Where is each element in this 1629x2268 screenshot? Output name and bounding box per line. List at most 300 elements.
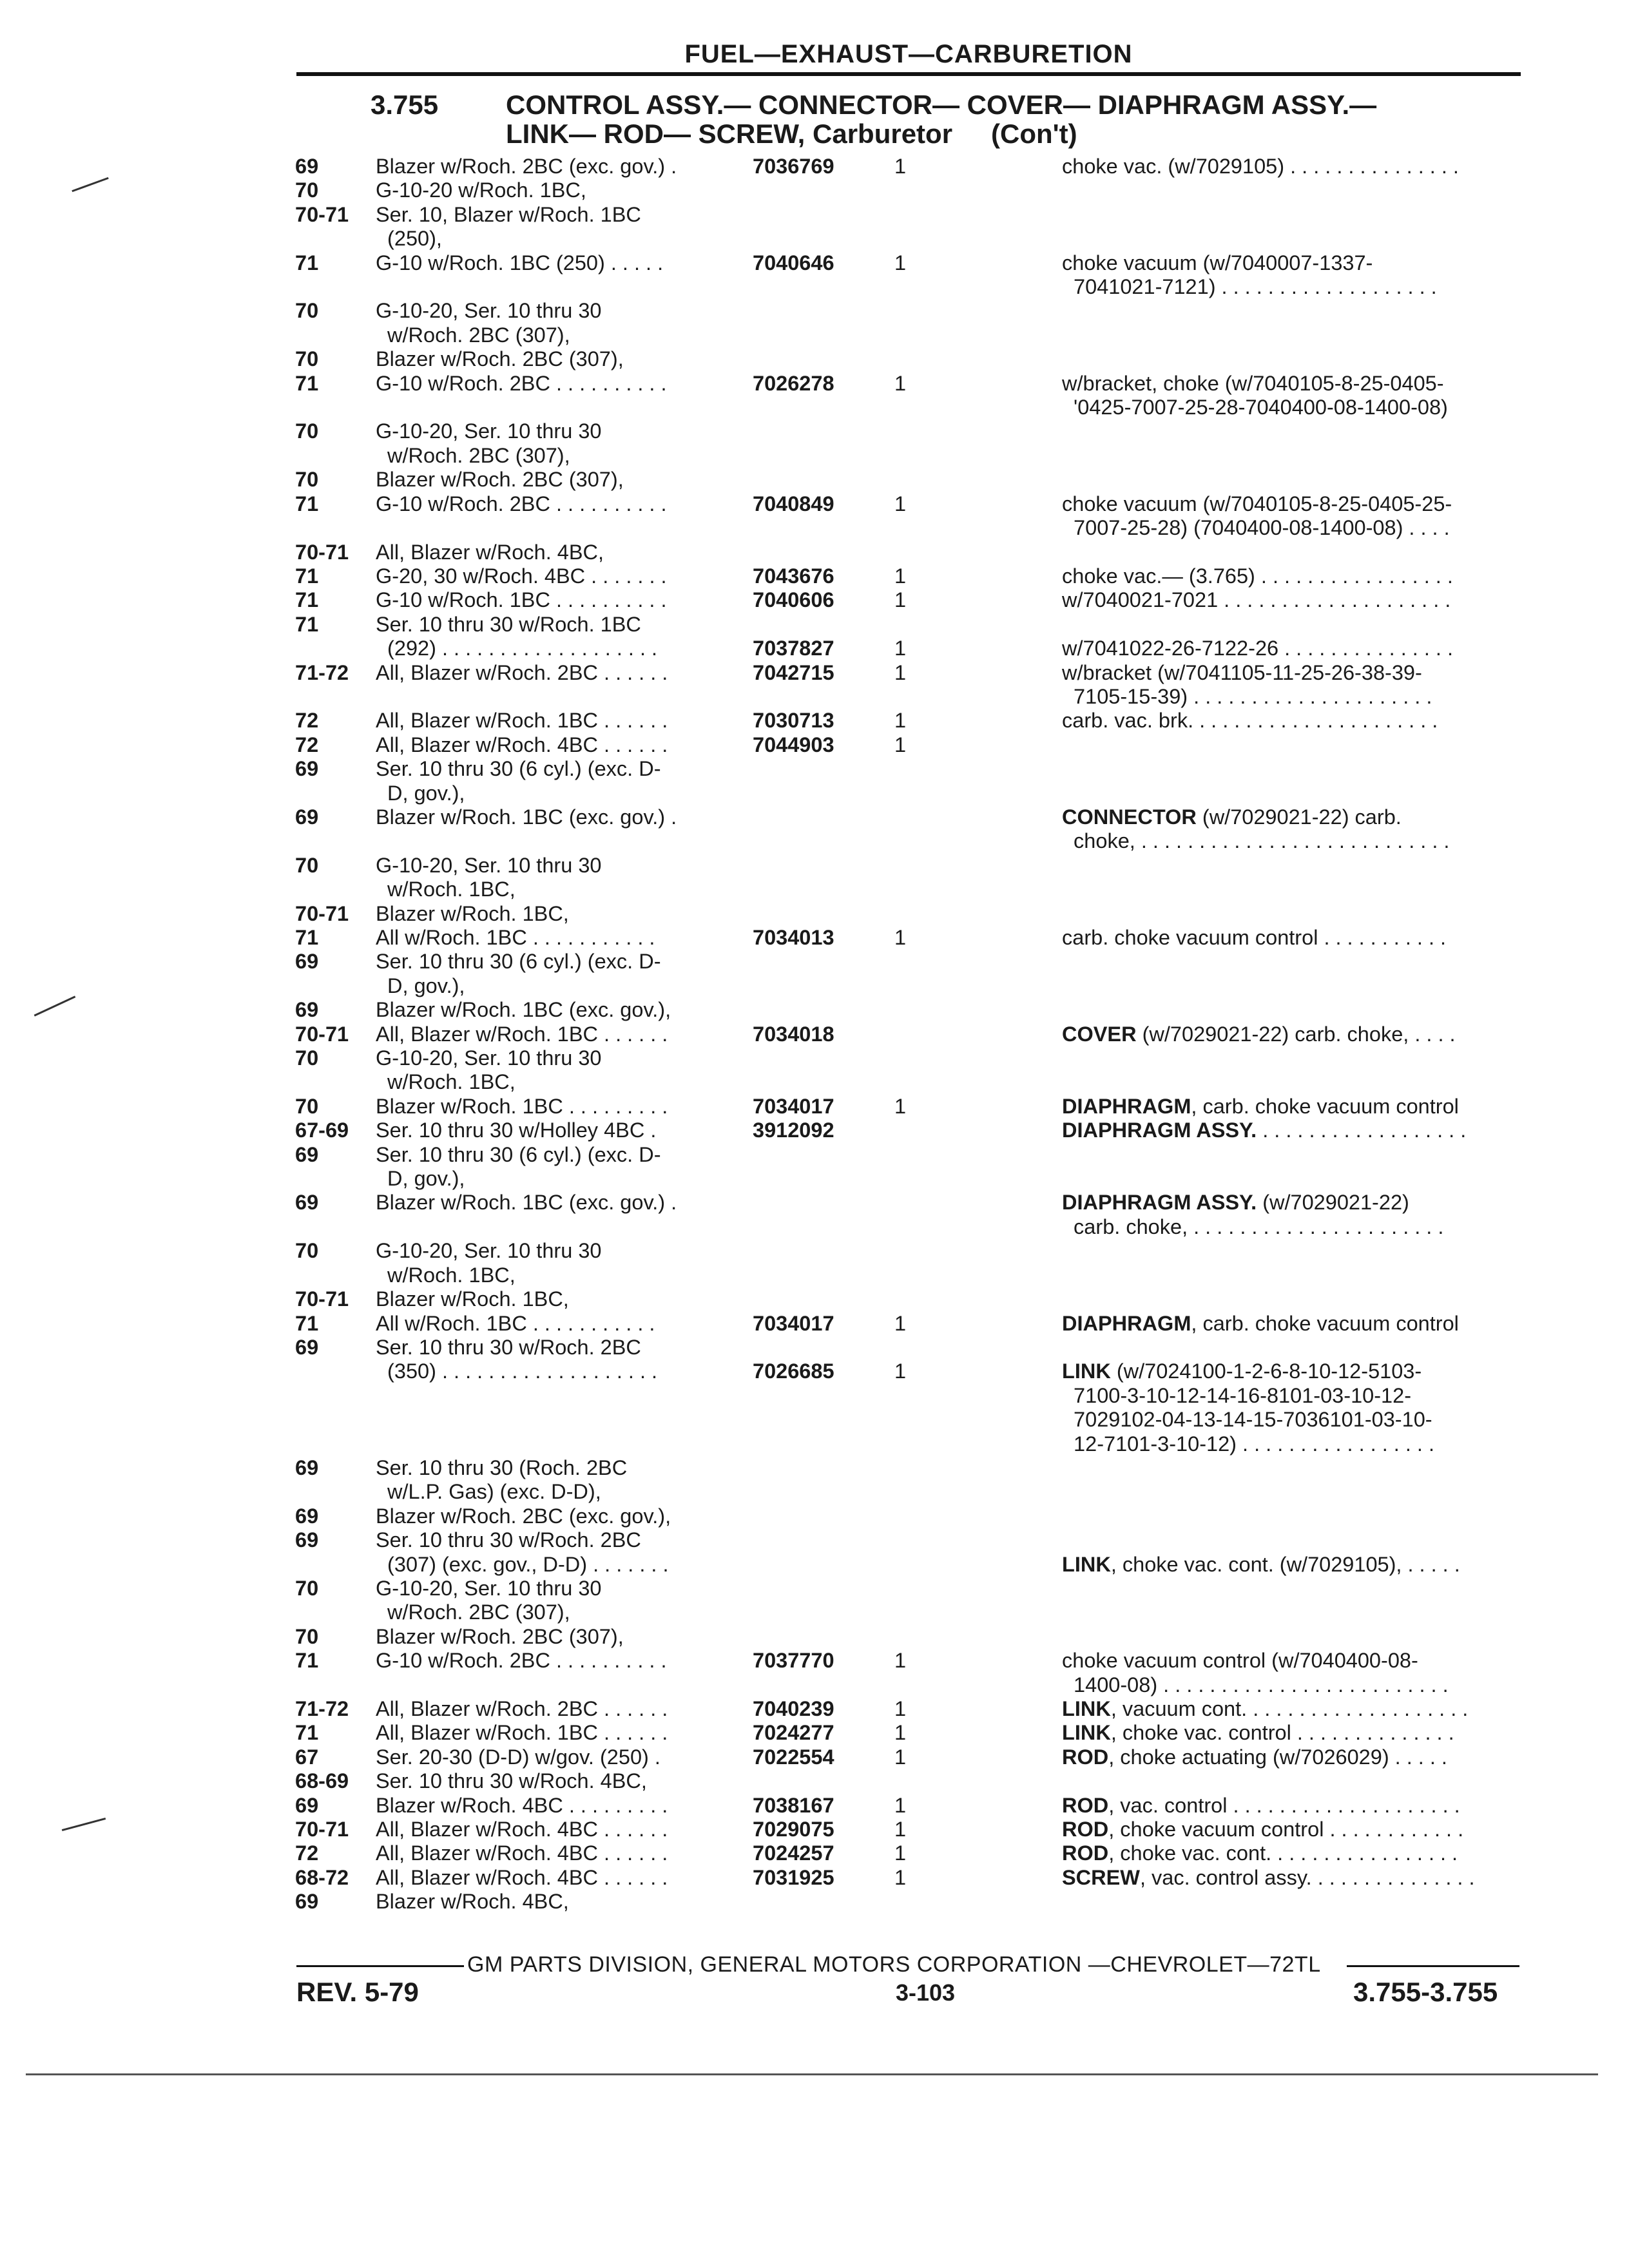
part-number: [753, 805, 894, 829]
part-number: [753, 829, 894, 853]
part-number: [753, 468, 894, 492]
application: Blazer w/Roch. 2BC (307),: [376, 468, 624, 492]
parts-row: [295, 227, 1519, 251]
continued-label: (Con't): [991, 119, 1077, 149]
part-number: 7034013: [753, 926, 834, 949]
part-number: [753, 782, 894, 805]
description: [1062, 1191, 1519, 1215]
parts-row: [295, 1360, 1519, 1383]
model-year: 70: [295, 853, 319, 877]
quantity: [894, 782, 1062, 805]
parts-row: [295, 203, 1519, 227]
model-year: 71: [295, 1649, 319, 1673]
revision-label: REV. 5-79: [296, 1977, 419, 2007]
description-detail: , choke vac. cont. . . . . . . . . . . . . . . . .: [1108, 1841, 1458, 1865]
part-number: [753, 541, 894, 564]
description-part-name: LINK: [1062, 1697, 1111, 1720]
parts-row: [295, 685, 1519, 709]
application: [376, 1384, 753, 1408]
parts-row: [295, 516, 1519, 540]
quantity: [894, 613, 1062, 637]
description: [1062, 1504, 1519, 1528]
parts-row: [295, 1143, 1519, 1167]
application: All, Blazer w/Roch. 4BC . . . . . .: [376, 733, 668, 756]
part-number: 7030713: [753, 709, 834, 733]
application: w/Roch. 1BC,: [376, 878, 516, 901]
application: [376, 396, 753, 419]
part-number: [753, 1553, 894, 1577]
model-year: [295, 637, 376, 660]
application: (292) . . . . . . . . . . . . . . . . . . .: [376, 637, 658, 660]
description: [1062, 1456, 1519, 1480]
part-number: [753, 1577, 894, 1600]
model-year: 71: [295, 251, 319, 274]
quantity: [894, 444, 1062, 468]
parts-row: [295, 661, 1519, 685]
description: [1062, 1841, 1519, 1865]
application: Blazer w/Roch. 2BC (307),: [376, 347, 624, 371]
model-year: 71: [295, 1721, 319, 1745]
application: G-10-20, Ser. 10 thru 30: [376, 1046, 602, 1070]
description-detail: (w/7029021-22): [1257, 1191, 1409, 1215]
part-number: 7034017: [753, 1311, 834, 1335]
description: [1062, 1480, 1519, 1504]
description: [1062, 1600, 1519, 1624]
application: [376, 1408, 753, 1432]
description-part-name: DIAPHRAGM ASSY.: [1062, 1119, 1257, 1142]
model-year: 71: [295, 926, 319, 949]
parts-row: [295, 1649, 1519, 1673]
parts-row: [295, 1841, 1519, 1865]
model-year: 69: [295, 805, 319, 829]
description: [1062, 178, 1519, 202]
model-year: 70-71: [295, 1022, 349, 1046]
model-year: [295, 1070, 376, 1094]
description-detail: , vac. control . . . . . . . . . . . . . . . . . . . .: [1108, 1793, 1460, 1817]
model-year: 71-72: [295, 1697, 349, 1720]
quantity: 1: [894, 371, 907, 395]
quantity: [894, 1553, 1062, 1577]
parts-row: [295, 155, 1519, 178]
quantity: 1: [894, 1841, 907, 1865]
quantity: [894, 541, 1062, 564]
part-number: [753, 396, 894, 419]
parts-row: [295, 419, 1519, 443]
model-year: 71: [295, 371, 319, 395]
quantity: [894, 878, 1062, 901]
section-title: [371, 90, 1518, 148]
parts-row: [295, 902, 1519, 926]
model-year: [295, 1553, 376, 1577]
application: G-10 w/Roch. 1BC (250) . . . . .: [376, 251, 664, 274]
model-year: [295, 1167, 376, 1191]
model-year: [295, 1408, 376, 1432]
part-number: 7038167: [753, 1793, 834, 1817]
part-number: [753, 998, 894, 1022]
bottom-rule: [26, 2073, 1598, 2075]
model-year: [295, 1600, 376, 1624]
quantity: [894, 227, 1062, 251]
part-number: [753, 1432, 894, 1456]
quantity: [894, 1191, 1062, 1215]
application: G-10-20, Ser. 10 thru 30: [376, 1239, 602, 1263]
parts-row: [295, 1504, 1519, 1528]
model-year: 70-71: [295, 1818, 349, 1841]
quantity: [894, 1480, 1062, 1504]
quantity: 1: [894, 492, 907, 515]
description: choke vacuum (w/7040105-8-25-0405-25-: [1062, 492, 1452, 515]
application: w/Roch. 1BC,: [376, 1263, 516, 1287]
application: Blazer w/Roch. 4BC,: [376, 1890, 569, 1914]
model-year: 68-69: [295, 1769, 349, 1793]
part-number: [753, 1143, 894, 1167]
description: [1062, 613, 1519, 637]
application: (307) (exc. gov., D-D) . . . . . . .: [376, 1552, 669, 1576]
part-number: [753, 227, 894, 251]
section-title-line2: [371, 120, 1518, 148]
model-year: 69: [295, 1335, 319, 1359]
part-number: [753, 950, 894, 974]
quantity: 1: [894, 1793, 907, 1817]
model-year: [295, 1360, 376, 1383]
model-year: [295, 878, 376, 901]
application: Blazer w/Roch. 1BC . . . . . . . . .: [376, 1094, 668, 1118]
part-number: [753, 685, 894, 709]
application: G-10-20, Ser. 10 thru 30: [376, 419, 602, 443]
model-year: [295, 974, 376, 998]
description: carb. choke, . . . . . . . . . . . . . . . . . . . . . .: [1062, 1215, 1444, 1238]
parts-row: [295, 1408, 1519, 1432]
description: [1062, 1721, 1519, 1745]
description: [1062, 733, 1519, 757]
description: [1062, 1287, 1519, 1311]
application: Ser. 10 thru 30 w/Roch. 4BC,: [376, 1769, 647, 1793]
description: [1062, 468, 1519, 492]
parts-row: [295, 1095, 1519, 1119]
model-year: 68-72: [295, 1865, 349, 1889]
model-year: 70-71: [295, 1287, 349, 1311]
application: G-10-20 w/Roch. 1BC,: [376, 178, 586, 202]
description: [1062, 1528, 1519, 1552]
quantity: [894, 998, 1062, 1022]
model-year: 70-71: [295, 202, 349, 226]
part-number: [753, 275, 894, 299]
part-number: [753, 1287, 894, 1311]
quantity: [894, 902, 1062, 926]
model-year: 72: [295, 1841, 319, 1865]
description: [1062, 1143, 1519, 1167]
quantity: [894, 854, 1062, 878]
model-year: 70: [295, 468, 319, 492]
description-part-name: ROD: [1062, 1818, 1109, 1841]
description: [1062, 1119, 1519, 1142]
application: D, gov.),: [376, 781, 465, 805]
description: [1062, 347, 1519, 371]
description: 7041021-7121) . . . . . . . . . . . . . . . . . . .: [1062, 275, 1437, 299]
description: choke vac. (w/7029105) . . . . . . . . . . . . . . .: [1062, 155, 1459, 178]
model-year: 69: [295, 1528, 319, 1552]
model-year: [295, 1215, 376, 1239]
description: [1062, 1360, 1519, 1383]
parts-row: [295, 275, 1519, 299]
section-heading-line2: LINK— ROD— SCREW, Carburetor: [506, 119, 953, 149]
part-number: [753, 299, 894, 323]
application: w/Roch. 2BC (307),: [376, 1600, 570, 1624]
quantity: [894, 1528, 1062, 1552]
application: All, Blazer w/Roch. 4BC . . . . . .: [376, 1818, 668, 1841]
scan-mark: [62, 1818, 106, 1831]
part-number: [753, 1384, 894, 1408]
part-number: [753, 1336, 894, 1360]
quantity: 1: [894, 1745, 907, 1769]
description: choke, . . . . . . . . . . . . . . . . . . . . . . . . . . .: [1062, 829, 1450, 853]
quantity: 1: [894, 637, 907, 660]
model-year: 69: [295, 1504, 319, 1528]
quantity: [894, 950, 1062, 974]
parts-row: [295, 564, 1519, 588]
parts-row: [295, 637, 1519, 660]
description: '0425-7007-25-28-7040400-08-1400-08): [1062, 396, 1448, 419]
application: [376, 275, 753, 299]
quantity: 1: [894, 1311, 907, 1335]
parts-list: [295, 155, 1519, 1914]
description-detail: (w/7024100-1-2-6-8-10-12-5103-: [1110, 1360, 1422, 1383]
footer-text: GM PARTS DIVISION, GENERAL MOTORS CORPORATION —CHEVROLET—72TL: [467, 1952, 1321, 1977]
parts-row: [295, 1384, 1519, 1408]
quantity: 1: [894, 1697, 907, 1720]
part-number: [753, 1625, 894, 1649]
description: [1062, 902, 1519, 926]
description: choke vacuum control (w/7040400-08-: [1062, 1649, 1418, 1673]
parts-row: [295, 1600, 1519, 1624]
application: All, Blazer w/Roch. 1BC . . . . . .: [376, 709, 668, 733]
quantity: [894, 1046, 1062, 1070]
application: Blazer w/Roch. 1BC,: [376, 901, 569, 925]
parts-row: [295, 1312, 1519, 1336]
parts-row: [295, 1119, 1519, 1142]
description-detail: , choke vac. cont. (w/7029105), . . . . .: [1110, 1552, 1460, 1576]
description-part-name: ROD: [1062, 1793, 1109, 1817]
part-number: [753, 1167, 894, 1191]
application: Ser. 10 thru 30 w/Roch. 1BC: [376, 612, 641, 636]
parts-row: [295, 926, 1519, 950]
model-year: 71: [295, 1311, 319, 1335]
model-year: 69: [295, 1456, 319, 1479]
quantity: 1: [894, 733, 907, 756]
quantity: [894, 1890, 1062, 1914]
model-year: 70: [295, 1239, 319, 1263]
description: [1062, 419, 1519, 443]
page-number: 3-103: [896, 1979, 956, 2006]
model-year: 70-71: [295, 540, 349, 564]
quantity: [894, 1167, 1062, 1191]
part-number: [753, 1673, 894, 1697]
description: carb. vac. brk. . . . . . . . . . . . . . . . . . . . . .: [1062, 709, 1438, 733]
application: All w/Roch. 1BC . . . . . . . . . . .: [376, 1311, 655, 1335]
quantity: [894, 396, 1062, 419]
quantity: [894, 1769, 1062, 1793]
parts-row: [295, 854, 1519, 878]
quantity: [894, 757, 1062, 781]
model-year: 70: [295, 347, 319, 371]
application: Ser. 10 thru 30 (Roch. 2BC: [376, 1456, 628, 1479]
description: [1062, 227, 1519, 251]
parts-row: [295, 444, 1519, 468]
description: [1062, 1794, 1519, 1818]
application: (250),: [376, 227, 442, 251]
description-detail: , choke actuating (w/7026029) . . . . .: [1108, 1745, 1447, 1769]
description-part-name: LINK: [1062, 1552, 1111, 1576]
application: [376, 1673, 753, 1697]
model-year: 70: [295, 299, 319, 323]
model-year: [295, 1480, 376, 1504]
description: 7105-15-39) . . . . . . . . . . . . . . . . . . . . .: [1062, 684, 1432, 708]
parts-row: [295, 950, 1519, 974]
section-title-line1: [371, 90, 1518, 120]
header-rule: [296, 72, 1521, 76]
quantity: 1: [894, 660, 907, 684]
footer-rule-right: [1347, 1965, 1519, 1967]
description: 7029102-04-13-14-15-7036101-03-10-: [1062, 1408, 1432, 1432]
part-number: [753, 974, 894, 998]
quantity: 1: [894, 588, 907, 612]
model-year: [295, 1384, 376, 1408]
application: w/Roch. 1BC,: [376, 1070, 516, 1094]
description: w/bracket, choke (w/7040105-8-25-0405-: [1062, 371, 1444, 395]
model-year: 69: [295, 757, 319, 781]
application: G-20, 30 w/Roch. 4BC . . . . . . .: [376, 564, 667, 588]
quantity: [894, 1408, 1062, 1432]
quantity: [894, 1264, 1062, 1287]
part-number: [753, 1456, 894, 1480]
parts-row: [295, 178, 1519, 202]
application: G-10-20, Ser. 10 thru 30: [376, 1576, 602, 1600]
description: [1062, 1769, 1519, 1793]
part-number: [753, 323, 894, 347]
application: G-10-20, Ser. 10 thru 30: [376, 299, 602, 323]
part-number: [753, 444, 894, 468]
description: w/7041022-26-7122-26 . . . . . . . . . . . . . . .: [1062, 637, 1453, 660]
description-detail: (w/7029021-22) carb.: [1196, 805, 1402, 829]
quantity: [894, 974, 1062, 998]
footer-rule-left: [296, 1965, 464, 1967]
parts-row: [295, 733, 1519, 757]
description: [1062, 805, 1519, 829]
quantity: 1: [894, 926, 907, 949]
description: w/bracket (w/7041105-11-25-26-38-39-: [1062, 660, 1422, 684]
application: Ser. 10 thru 30 w/Roch. 2BC: [376, 1528, 641, 1552]
model-year: 69: [295, 1890, 319, 1914]
parts-row: [295, 1264, 1519, 1287]
model-year: 69: [295, 155, 319, 178]
application: Blazer w/Roch. 2BC (exc. gov.),: [376, 1504, 671, 1528]
application: Ser. 10, Blazer w/Roch. 1BC: [376, 202, 641, 226]
part-number: 7036769: [753, 155, 834, 178]
quantity: [894, 1456, 1062, 1480]
application: Ser. 10 thru 30 (6 cyl.) (exc. D-: [376, 950, 661, 974]
quantity: 1: [894, 155, 907, 178]
model-year: 67-69: [295, 1119, 349, 1142]
parts-row: [295, 1287, 1519, 1311]
model-year: 69: [295, 998, 319, 1022]
quantity: [894, 1600, 1062, 1624]
part-number: 7031925: [753, 1865, 834, 1889]
description: [1062, 1336, 1519, 1360]
part-number: [753, 902, 894, 926]
quantity: [894, 178, 1062, 202]
application: All, Blazer w/Roch. 4BC,: [376, 540, 604, 564]
part-number: [753, 1264, 894, 1287]
application: G-10 w/Roch. 1BC . . . . . . . . . .: [376, 588, 667, 612]
model-year: 72: [295, 733, 319, 756]
section-number: 3.755: [371, 90, 439, 120]
parts-row: [295, 757, 1519, 781]
description: [1062, 1264, 1519, 1287]
parts-row: [295, 468, 1519, 492]
quantity: [894, 323, 1062, 347]
application: Blazer w/Roch. 2BC (exc. gov.) .: [376, 155, 677, 178]
application: (350) . . . . . . . . . . . . . . . . . . .: [376, 1360, 658, 1383]
application: G-10 w/Roch. 2BC . . . . . . . . . .: [376, 492, 667, 515]
part-number: [753, 1191, 894, 1215]
description: [1062, 1023, 1519, 1046]
parts-row: [295, 805, 1519, 829]
part-number: [753, 854, 894, 878]
part-number: [753, 757, 894, 781]
description: [1062, 1890, 1519, 1914]
parts-row: [295, 396, 1519, 419]
description-part-name: SCREW: [1062, 1865, 1140, 1889]
description-detail: , vacuum cont. . . . . . . . . . . . . . . . . . . .: [1110, 1697, 1469, 1720]
description: [1062, 854, 1519, 878]
part-number: 7037770: [753, 1649, 834, 1673]
part-number: [753, 1046, 894, 1070]
part-number: 7042715: [753, 660, 834, 684]
parts-row: [295, 1456, 1519, 1480]
parts-row: [295, 1818, 1519, 1841]
parts-row: [295, 1528, 1519, 1552]
description: [1062, 998, 1519, 1022]
model-year: 70-71: [295, 901, 349, 925]
quantity: [894, 1215, 1062, 1239]
part-number: [753, 1890, 894, 1914]
part-number: [753, 1528, 894, 1552]
parts-row: [295, 588, 1519, 612]
model-year: 67: [295, 1745, 319, 1769]
application: Blazer w/Roch. 1BC (exc. gov.) .: [376, 805, 677, 829]
part-number: 7034017: [753, 1094, 834, 1118]
parts-row: [295, 372, 1519, 396]
model-year: [295, 275, 376, 299]
parts-row: [295, 1577, 1519, 1600]
quantity: [894, 1577, 1062, 1600]
application: Blazer w/Roch. 1BC (exc. gov.),: [376, 998, 671, 1022]
section-heading-line1: CONTROL ASSY.— CONNECTOR— COVER— DIAPHRAGM ASSY.—: [506, 90, 1377, 120]
quantity: [894, 1673, 1062, 1697]
part-number: 7044903: [753, 733, 834, 756]
application: All, Blazer w/Roch. 1BC . . . . . .: [376, 1022, 668, 1046]
application: All, Blazer w/Roch. 2BC . . . . . .: [376, 660, 668, 684]
application: Ser. 10 thru 30 w/Holley 4BC .: [376, 1119, 657, 1142]
part-number: 7037827: [753, 637, 834, 660]
quantity: [894, 1432, 1062, 1456]
application: Blazer w/Roch. 4BC . . . . . . . . .: [376, 1793, 668, 1817]
description: [1062, 878, 1519, 901]
part-number: [753, 178, 894, 202]
part-number: 7029075: [753, 1818, 834, 1841]
part-number: [753, 1070, 894, 1094]
application: Blazer w/Roch. 2BC (307),: [376, 1624, 624, 1648]
